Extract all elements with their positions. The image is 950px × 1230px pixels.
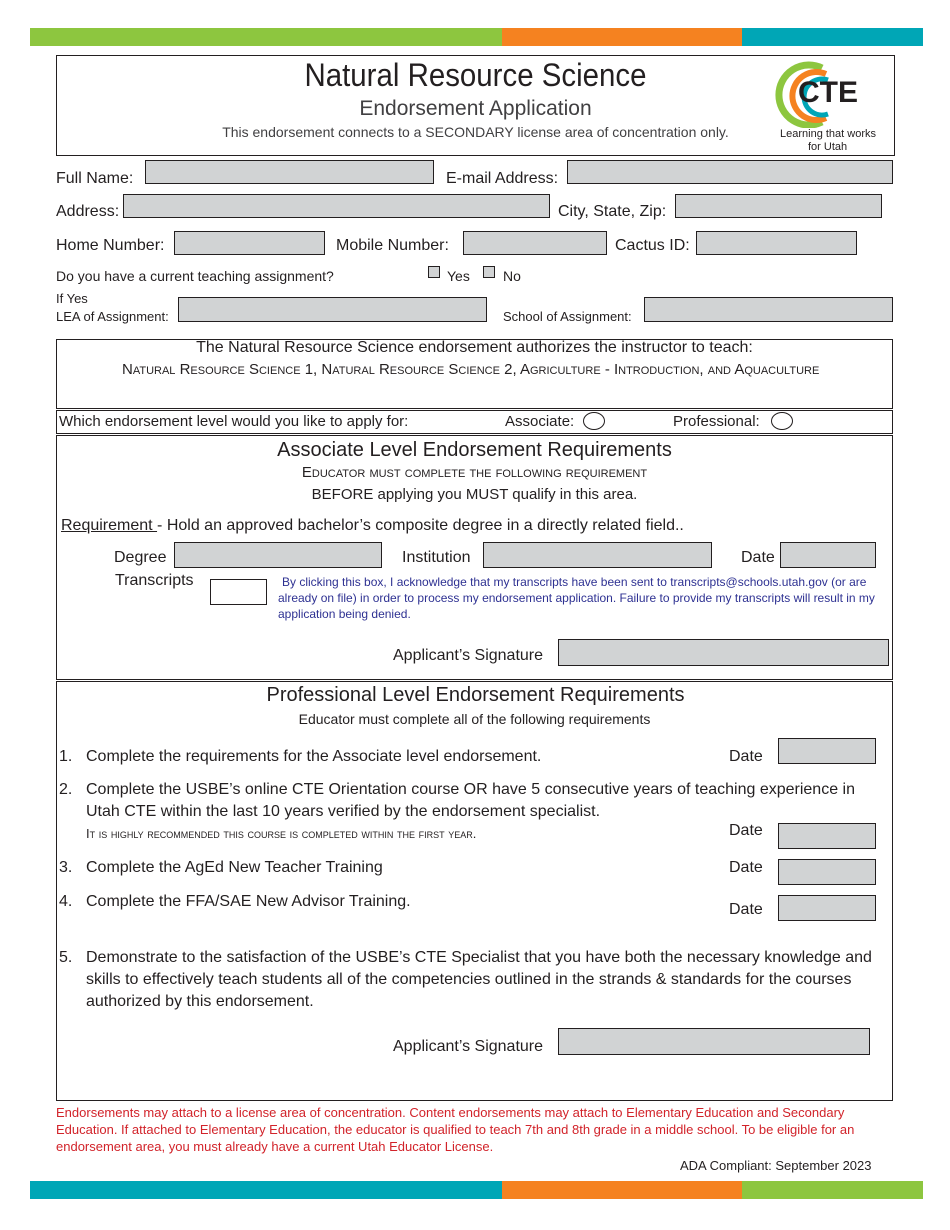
associate-option-label: Associate: <box>505 413 575 430</box>
assoc-date-field[interactable] <box>780 542 876 568</box>
item-4-date-field[interactable] <box>778 895 876 921</box>
logo-tagline-1: Learning that works <box>780 128 876 140</box>
footer-disclaimer: Endorsements may attach to a license area of concentration. Content endorsements may attach to Elementary Education and Secondary Education. If attached to Elementary Education, the educator is qualified to teach 7th and 8th grade in a middle school. To be eligible for an endorsement area, you must already have a current Utah Educator License. <box>56 1105 855 1154</box>
professional-option-label: Professional: <box>673 413 760 430</box>
item-2-date-label: Date <box>729 822 763 839</box>
level-question: Which endorsement level would you like to apply for: <box>59 413 409 430</box>
item-1-text: Complete the requirements for the Associate level endorsement. <box>86 748 542 765</box>
email-label: E-mail Address: <box>446 170 559 187</box>
professional-subtitle: Educator must complete all of the following requirements <box>298 711 651 727</box>
logo-tagline-2: for Utah <box>808 141 848 153</box>
ada-compliance: ADA Compliant: September 2023 <box>680 1158 872 1173</box>
prof-signature-label: Applicant’s Signature <box>393 1038 544 1055</box>
yes-label: Yes <box>447 268 470 284</box>
item-5-text: Demonstrate to the satisfaction of the USBE’s CTE Specialist that you have both the necessary knowledge and skills to effectively teach students all of the competencies outlined in the strands & standards for the courses authorized by this endorsement. <box>86 949 872 1010</box>
full-name-field[interactable] <box>145 160 434 184</box>
city-state-zip-field[interactable] <box>675 194 882 218</box>
item-2-num: 2. <box>59 781 73 798</box>
professional-title: Professional Level Endorsement Requirements <box>266 684 685 706</box>
transcripts-label: Transcripts <box>115 572 194 589</box>
item-2-note: It is highly recommended this course is completed within the first year. <box>86 826 477 841</box>
associate-title: Associate Level Endorsement Requirements <box>277 439 672 461</box>
cactus-id-label: Cactus ID: <box>615 237 690 254</box>
cte-logo-text: CTE <box>798 76 858 109</box>
top-bar-teal <box>742 28 923 46</box>
item-4-date-label: Date <box>729 901 763 918</box>
city-state-zip-label: City, State, Zip: <box>558 203 667 220</box>
assoc-signature-label: Applicant’s Signature <box>393 647 544 664</box>
item-1-date-field[interactable] <box>778 738 876 764</box>
address-field[interactable] <box>123 194 550 218</box>
header-note: This endorsement connects to a SECONDARY license area of concentration only. <box>222 124 729 140</box>
home-number-label: Home Number: <box>56 237 165 254</box>
email-field[interactable] <box>567 160 893 184</box>
no-label: No <box>503 268 521 284</box>
item-1-num: 1. <box>59 748 73 765</box>
associate-sub2: BEFORE applying you MUST qualify in this area. <box>311 486 638 503</box>
teaching-question: Do you have a current teaching assignment? <box>56 268 334 284</box>
transcript-note: By clicking this box, I acknowledge that my transcripts have been sent to transcripts@schools.utah.gov (or are already on file) in order to process my endorsement application. Failure to provide my transcripts will result in my application being denied. <box>278 575 875 621</box>
home-number-field[interactable] <box>174 231 325 255</box>
item-1-date-label: Date <box>729 748 763 765</box>
item-5-num: 5. <box>59 949 73 966</box>
institution-field[interactable] <box>483 542 712 568</box>
professional-radio[interactable] <box>771 412 793 430</box>
assoc-signature-field[interactable] <box>558 639 889 666</box>
full-name-label: Full Name: <box>56 170 134 187</box>
item-3-date-field[interactable] <box>778 859 876 885</box>
mobile-number-label: Mobile Number: <box>336 237 449 254</box>
item-4-text: Complete the FFA/SAE New Advisor Training. <box>86 893 411 910</box>
address-label: Address: <box>56 203 120 220</box>
top-bar-orange <box>502 28 742 46</box>
school-label: School of Assignment: <box>503 309 632 324</box>
institution-label: Institution <box>402 549 471 566</box>
item-4-num: 4. <box>59 893 73 910</box>
if-yes-label: If Yes <box>56 291 88 306</box>
prof-signature-field[interactable] <box>558 1028 870 1055</box>
associate-sub1: Educator must complete the following requirement <box>301 464 648 481</box>
authorization-line2: Natural Resource Science 1, Natural Resource Science 2, Agriculture - Introduction, and Aquaculture <box>122 361 820 378</box>
cte-logo <box>770 58 890 154</box>
requirement-label: Requirement <box>61 517 158 534</box>
requirement-text: - Hold an approved bachelor’s composite degree in a directly related field.. <box>157 517 684 534</box>
page-subtitle: Endorsement Application <box>359 97 592 120</box>
associate-radio[interactable] <box>583 412 605 430</box>
top-bar-green <box>30 28 502 46</box>
bottom-bar-green <box>742 1181 923 1199</box>
lea-label: LEA of Assignment: <box>56 309 169 324</box>
bottom-bar-orange <box>502 1181 742 1199</box>
degree-field[interactable] <box>174 542 382 568</box>
school-field[interactable] <box>644 297 893 322</box>
item-3-text: Complete the AgEd New Teacher Training <box>86 859 383 876</box>
lea-field[interactable] <box>178 297 487 322</box>
assoc-date-label: Date <box>741 549 775 566</box>
bottom-bar-teal <box>30 1181 502 1199</box>
item-3-date-label: Date <box>729 859 763 876</box>
transcripts-checkbox[interactable] <box>210 579 267 605</box>
no-checkbox[interactable] <box>483 266 495 278</box>
item-2-date-field[interactable] <box>778 823 876 849</box>
cactus-id-field[interactable] <box>696 231 857 255</box>
authorization-line1: The Natural Resource Science endorsement authorizes the instructor to teach: <box>196 339 753 356</box>
item-3-num: 3. <box>59 859 73 876</box>
yes-checkbox[interactable] <box>428 266 440 278</box>
item-2-text: Complete the USBE’s online CTE Orientation course OR have 5 consecutive years of teaching experience in Utah CTE within the last 10 years verified by the endorsement specialist. <box>86 781 855 820</box>
mobile-number-field[interactable] <box>463 231 607 255</box>
requirement-line <box>61 517 684 535</box>
degree-label: Degree <box>114 549 167 566</box>
page-title: Natural Resource Science <box>304 57 647 93</box>
